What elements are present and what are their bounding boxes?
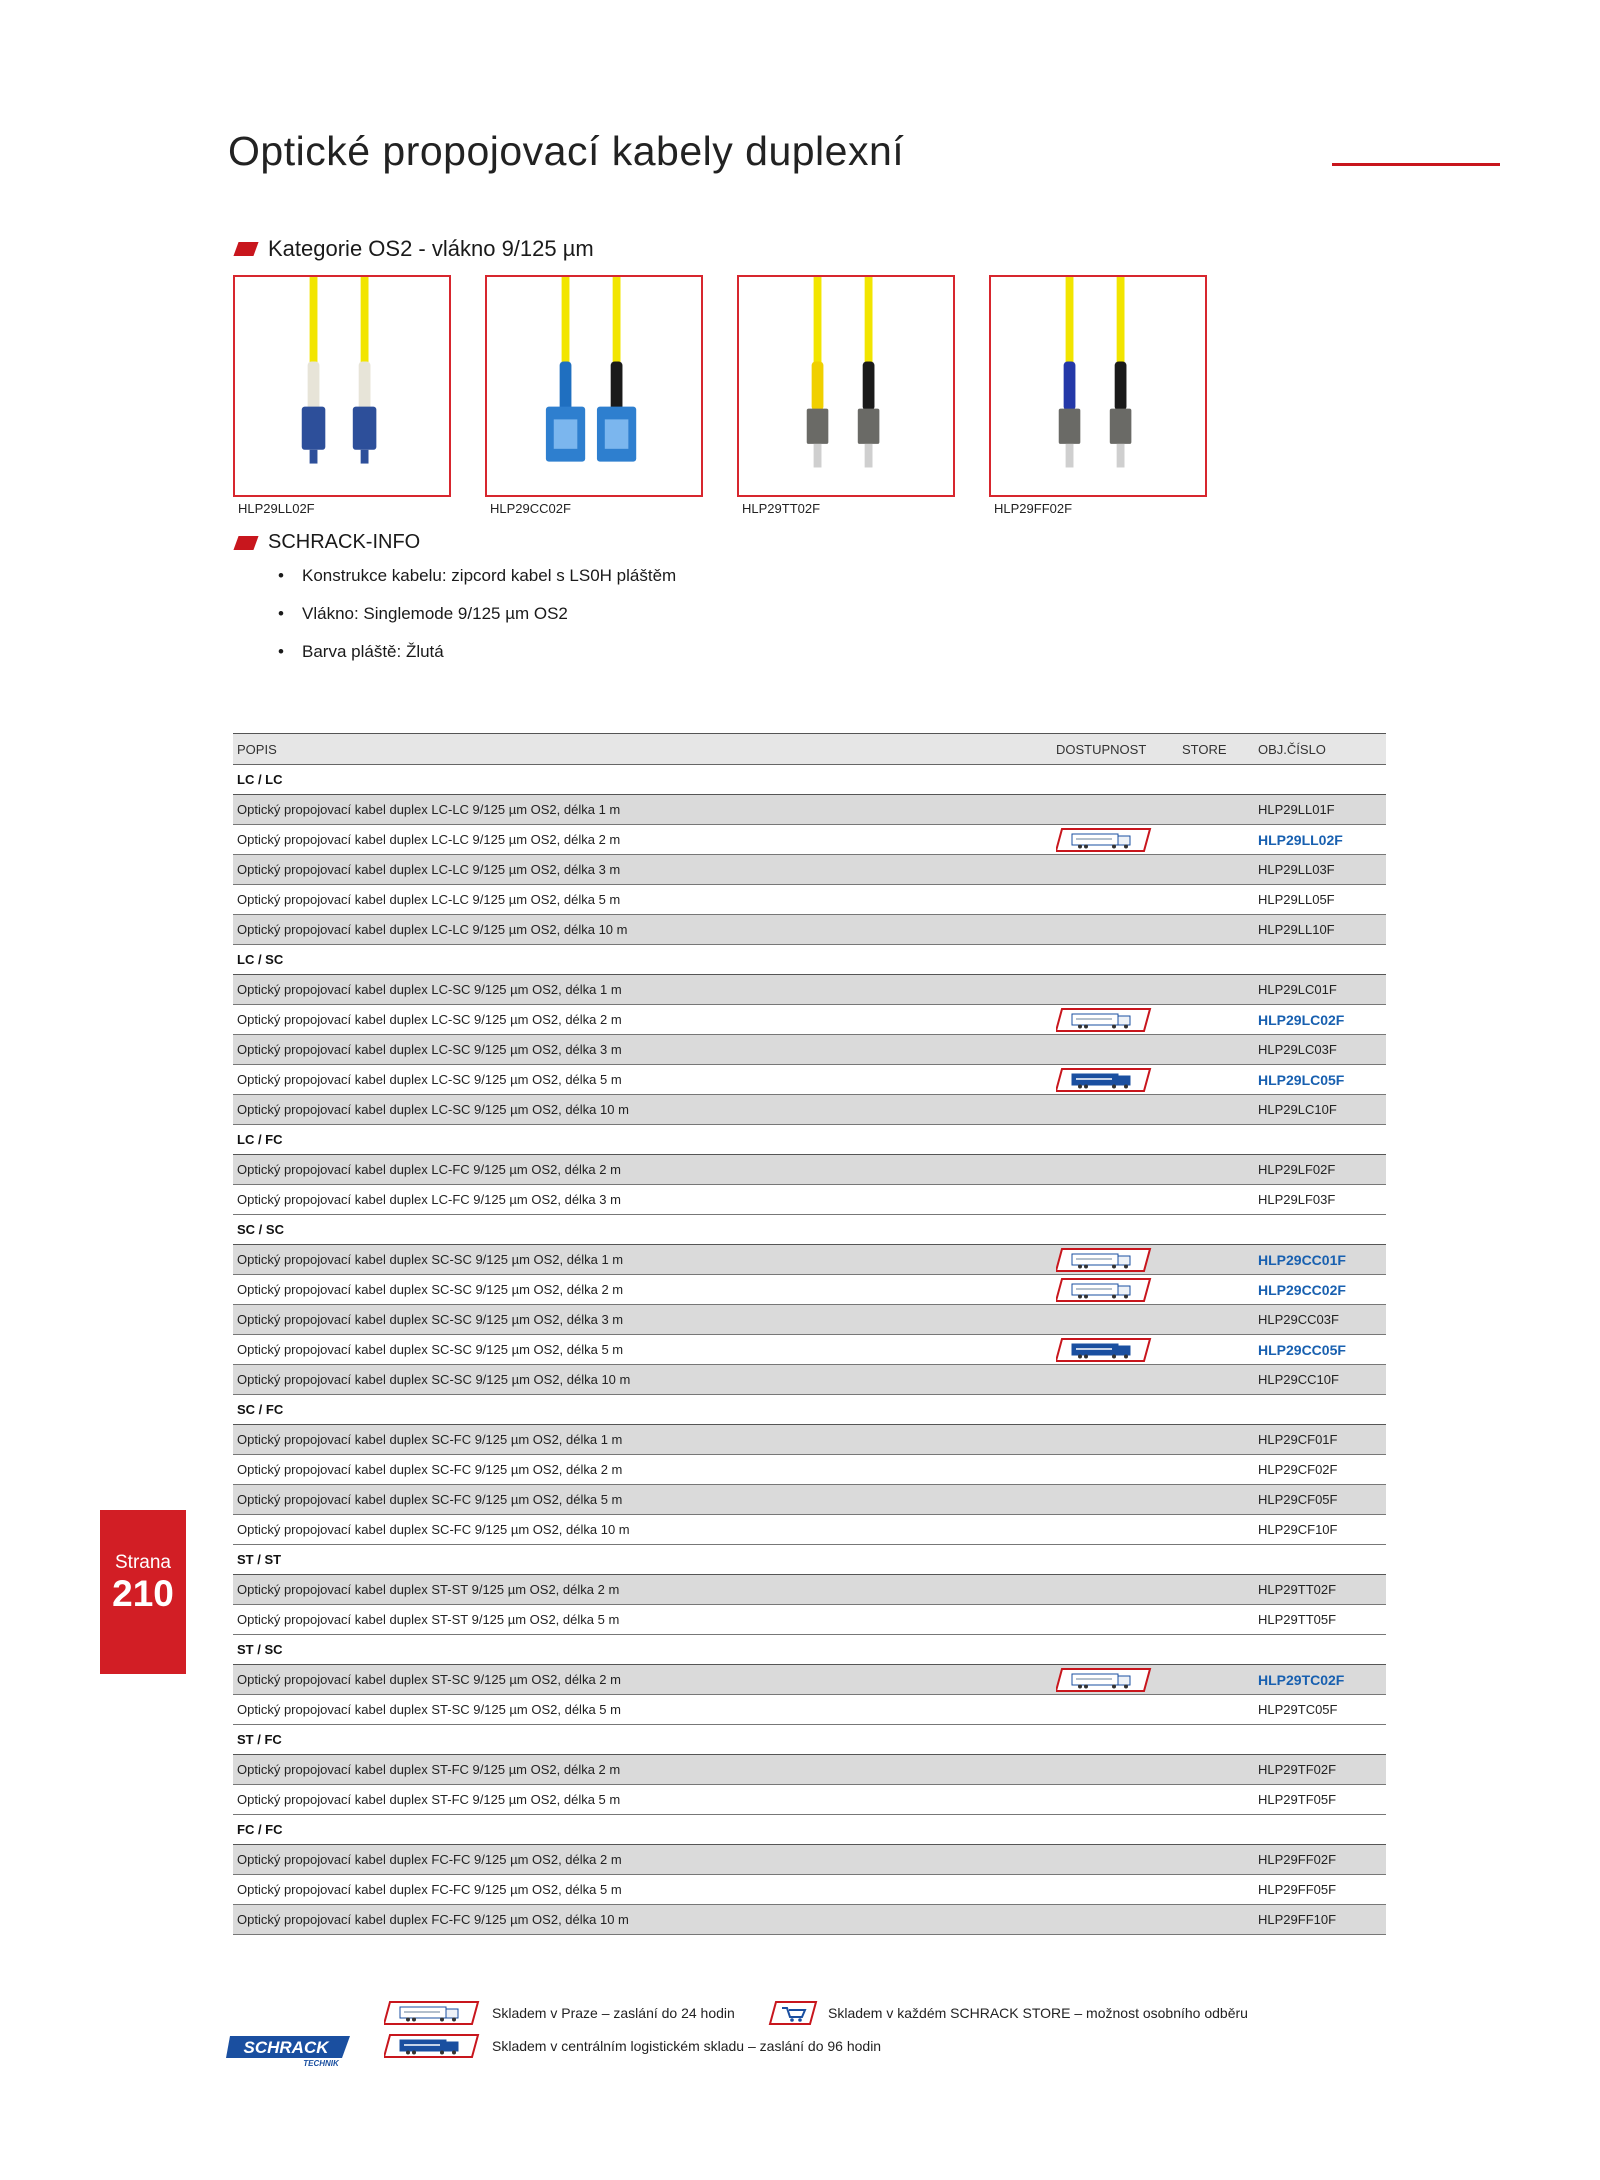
row-store <box>1178 1095 1254 1125</box>
row-description: Optický propojovací kabel duplex SC-FC 9/125 µm OS2, délka 1 m <box>233 1425 1052 1455</box>
row-order-number[interactable]: HLP29CC05F <box>1254 1335 1386 1365</box>
row-store <box>1178 915 1254 945</box>
row-availability <box>1052 1035 1178 1065</box>
row-description: Optický propojovací kabel duplex LC-SC 9/125 µm OS2, délka 3 m <box>233 1035 1052 1065</box>
row-availability <box>1052 1845 1178 1875</box>
row-description: Optický propojovací kabel duplex LC-SC 9/125 µm OS2, délka 1 m <box>233 975 1052 1005</box>
row-availability <box>1052 1455 1178 1485</box>
table-row <box>233 1305 1386 1335</box>
table-row <box>233 1365 1386 1395</box>
row-store <box>1178 1845 1254 1875</box>
row-availability <box>1052 1095 1178 1125</box>
product-image-label: HLP29TT02F <box>742 501 821 516</box>
cart-store-icon <box>768 2000 818 2026</box>
truck-prague-icon <box>1056 827 1152 853</box>
table-row <box>233 1575 1386 1605</box>
patch-cable-image <box>235 277 449 495</box>
row-store <box>1178 975 1254 1005</box>
row-description: Optický propojovací kabel duplex ST-ST 9/125 µm OS2, délka 2 m <box>233 1575 1052 1605</box>
row-order-number: HLP29TF05F <box>1254 1785 1386 1815</box>
table-row <box>233 1335 1386 1365</box>
row-order-number[interactable]: HLP29TC02F <box>1254 1665 1386 1695</box>
row-description: Optický propojovací kabel duplex SC-SC 9/125 µm OS2, délka 10 m <box>233 1365 1052 1395</box>
table-row <box>233 1845 1386 1875</box>
table-row <box>233 1755 1386 1785</box>
row-store <box>1178 1755 1254 1785</box>
group-label: FC / FC <box>233 1815 1386 1845</box>
row-description: Optický propojovací kabel duplex ST-SC 9/125 µm OS2, délka 2 m <box>233 1665 1052 1695</box>
row-availability <box>1052 1785 1178 1815</box>
table-row <box>233 975 1386 1005</box>
row-description: Optický propojovací kabel duplex LC-LC 9/125 µm OS2, délka 10 m <box>233 915 1052 945</box>
row-store <box>1178 1065 1254 1095</box>
row-availability <box>1052 1875 1178 1905</box>
row-store <box>1178 1875 1254 1905</box>
group-row <box>233 1215 1386 1245</box>
table-row <box>233 1245 1386 1275</box>
row-description: Optický propojovací kabel duplex LC-SC 9/125 µm OS2, délka 2 m <box>233 1005 1052 1035</box>
table-row <box>233 1875 1386 1905</box>
row-description: Optický propojovací kabel duplex FC-FC 9/125 µm OS2, délka 5 m <box>233 1875 1052 1905</box>
row-order-number: HLP29TC05F <box>1254 1695 1386 1725</box>
row-store <box>1178 1785 1254 1815</box>
info-heading-text: SCHRACK-INFO <box>268 531 421 553</box>
logo-subtext: TECHNIK <box>303 2059 339 2068</box>
product-image-hlp29cc02f <box>485 275 703 497</box>
info-item: • Vlákno: Singlemode 9/125 µm OS2 <box>278 604 676 642</box>
row-availability <box>1052 1065 1178 1095</box>
row-description: Optický propojovací kabel duplex SC-SC 9/125 µm OS2, délka 5 m <box>233 1335 1052 1365</box>
row-store <box>1178 1695 1254 1725</box>
truck-prague-icon <box>1056 1247 1152 1273</box>
legend-central-text: Skladem v centrálním logistickém skladu – zaslání do 96 hodin <box>492 2038 882 2054</box>
header-dostupnost: DOSTUPNOST <box>1052 734 1178 765</box>
header-popis: POPIS <box>233 734 1052 765</box>
table-row <box>233 1035 1386 1065</box>
row-order-number[interactable]: HLP29CC01F <box>1254 1245 1386 1275</box>
row-availability <box>1052 1305 1178 1335</box>
page-number: 210 <box>112 1573 174 1614</box>
row-availability <box>1052 1485 1178 1515</box>
table-row <box>233 1425 1386 1455</box>
header-store: STORE <box>1178 734 1254 765</box>
row-description: Optický propojovací kabel duplex ST-ST 9/125 µm OS2, délka 5 m <box>233 1605 1052 1635</box>
table-row <box>233 1155 1386 1185</box>
legend-central <box>384 2033 881 2059</box>
row-order-number: HLP29FF02F <box>1254 1845 1386 1875</box>
table-row <box>233 1005 1386 1035</box>
product-image-label: HLP29CC02F <box>490 501 571 516</box>
row-store <box>1178 1245 1254 1275</box>
table-row <box>233 1095 1386 1125</box>
row-description: Optický propojovací kabel duplex LC-SC 9/125 µm OS2, délka 5 m <box>233 1065 1052 1095</box>
row-store <box>1178 855 1254 885</box>
group-row <box>233 1395 1386 1425</box>
table-row <box>233 1485 1386 1515</box>
table-row <box>233 1605 1386 1635</box>
row-store <box>1178 1905 1254 1935</box>
table-row <box>233 855 1386 885</box>
truck-central-icon <box>1056 1067 1152 1093</box>
row-order-number: HLP29LL03F <box>1254 855 1386 885</box>
row-description: Optický propojovací kabel duplex LC-FC 9/125 µm OS2, délka 3 m <box>233 1185 1052 1215</box>
row-description: Optický propojovací kabel duplex SC-SC 9/125 µm OS2, délka 1 m <box>233 1245 1052 1275</box>
row-description: Optický propojovací kabel duplex LC-FC 9/125 µm OS2, délka 2 m <box>233 1155 1052 1185</box>
bullet-marker-icon <box>233 242 258 256</box>
truck-central-icon <box>1056 1337 1152 1363</box>
truck-prague-icon <box>1056 1007 1152 1033</box>
legend-store-text: Skladem v každém SCHRACK STORE – možnost osobního odběru <box>828 2005 1248 2021</box>
table-row <box>233 1785 1386 1815</box>
row-order-number: HLP29CC03F <box>1254 1305 1386 1335</box>
page-tab <box>100 1510 186 1674</box>
row-availability <box>1052 1185 1178 1215</box>
row-availability <box>1052 1515 1178 1545</box>
row-order-number: HLP29FF05F <box>1254 1875 1386 1905</box>
group-label: ST / SC <box>233 1635 1386 1665</box>
row-order-number[interactable]: HLP29LL02F <box>1254 825 1386 855</box>
row-store <box>1178 1275 1254 1305</box>
row-availability <box>1052 1605 1178 1635</box>
row-description: Optický propojovací kabel duplex LC-SC 9/125 µm OS2, délka 10 m <box>233 1095 1052 1125</box>
table-row <box>233 885 1386 915</box>
row-availability <box>1052 1365 1178 1395</box>
row-store <box>1178 1005 1254 1035</box>
category-heading-text: Kategorie OS2 - vlákno 9/125 µm <box>268 236 594 261</box>
product-image-label: HLP29LL02F <box>238 501 315 516</box>
row-availability <box>1052 1335 1178 1365</box>
product-table <box>233 733 1386 1935</box>
row-availability <box>1052 1275 1178 1305</box>
group-label: LC / SC <box>233 945 1386 975</box>
info-item: • Barva pláště: Žlutá <box>278 642 676 680</box>
group-row <box>233 1125 1386 1155</box>
row-store <box>1178 1485 1254 1515</box>
row-availability <box>1052 1425 1178 1455</box>
table-row <box>233 795 1386 825</box>
row-store <box>1178 825 1254 855</box>
row-order-number[interactable]: HLP29LC05F <box>1254 1065 1386 1095</box>
row-availability <box>1052 1905 1178 1935</box>
row-description: Optický propojovací kabel duplex FC-FC 9/125 µm OS2, délka 2 m <box>233 1845 1052 1875</box>
logo-text: SCHRACK <box>243 2038 329 2057</box>
table-header-row <box>233 734 1386 765</box>
schrack-logo <box>226 2034 356 2073</box>
row-order-number[interactable]: HLP29CC02F <box>1254 1275 1386 1305</box>
row-availability <box>1052 975 1178 1005</box>
info-heading <box>236 531 420 554</box>
row-order-number: HLP29LF03F <box>1254 1185 1386 1215</box>
group-label: SC / FC <box>233 1395 1386 1425</box>
row-store <box>1178 885 1254 915</box>
group-row <box>233 1725 1386 1755</box>
row-store <box>1178 1155 1254 1185</box>
legend-prague-text: Skladem v Praze – zaslání do 24 hodin <box>492 2005 735 2021</box>
product-image-label: HLP29FF02F <box>994 501 1073 516</box>
row-order-number: HLP29CC10F <box>1254 1365 1386 1395</box>
legend-store <box>768 2000 1248 2026</box>
row-description: Optický propojovací kabel duplex SC-SC 9/125 µm OS2, délka 2 m <box>233 1275 1052 1305</box>
row-order-number: HLP29TT05F <box>1254 1605 1386 1635</box>
row-description: Optický propojovací kabel duplex LC-LC 9/125 µm OS2, délka 1 m <box>233 795 1052 825</box>
row-description: Optický propojovací kabel duplex LC-LC 9/125 µm OS2, délka 5 m <box>233 885 1052 915</box>
row-order-number: HLP29CF05F <box>1254 1485 1386 1515</box>
category-heading <box>236 236 594 262</box>
row-order-number: HLP29CF10F <box>1254 1515 1386 1545</box>
row-availability <box>1052 1155 1178 1185</box>
row-store <box>1178 1305 1254 1335</box>
group-label: LC / FC <box>233 1125 1386 1155</box>
patch-cable-image <box>487 277 701 495</box>
row-description: Optický propojovací kabel duplex SC-SC 9/125 µm OS2, délka 3 m <box>233 1305 1052 1335</box>
table-row <box>233 1455 1386 1485</box>
group-row <box>233 1635 1386 1665</box>
row-order-number: HLP29LC10F <box>1254 1095 1386 1125</box>
row-description: Optický propojovací kabel duplex SC-FC 9/125 µm OS2, délka 10 m <box>233 1515 1052 1545</box>
table-row <box>233 1695 1386 1725</box>
group-label: SC / SC <box>233 1215 1386 1245</box>
row-order-number: HLP29LL10F <box>1254 915 1386 945</box>
table-row <box>233 825 1386 855</box>
page-title: Optické propojovací kabely duplexní <box>228 128 905 174</box>
row-availability <box>1052 855 1178 885</box>
truck-prague-icon <box>1056 1277 1152 1303</box>
table-row <box>233 1515 1386 1545</box>
row-availability <box>1052 885 1178 915</box>
row-availability <box>1052 1755 1178 1785</box>
truck-prague-icon <box>1056 1667 1152 1693</box>
row-store <box>1178 795 1254 825</box>
table-row <box>233 1665 1386 1695</box>
row-availability <box>1052 825 1178 855</box>
row-store <box>1178 1425 1254 1455</box>
row-description: Optický propojovací kabel duplex SC-FC 9/125 µm OS2, délka 2 m <box>233 1455 1052 1485</box>
row-order-number[interactable]: HLP29LC02F <box>1254 1005 1386 1035</box>
bullet-marker-icon <box>233 536 258 550</box>
row-description: Optický propojovací kabel duplex SC-FC 9/125 µm OS2, délka 5 m <box>233 1485 1052 1515</box>
patch-cable-image <box>991 277 1205 495</box>
group-label: LC / LC <box>233 765 1386 795</box>
row-store <box>1178 1335 1254 1365</box>
table-row <box>233 1905 1386 1935</box>
product-image-hlp29ff02f <box>989 275 1207 497</box>
group-row <box>233 945 1386 975</box>
row-store <box>1178 1605 1254 1635</box>
patch-cable-image <box>739 277 953 495</box>
row-availability <box>1052 1665 1178 1695</box>
row-order-number: HLP29CF02F <box>1254 1455 1386 1485</box>
product-image-hlp29ll02f <box>233 275 451 497</box>
row-store <box>1178 1365 1254 1395</box>
page-label: Strana <box>115 1552 171 1573</box>
row-description: Optický propojovací kabel duplex ST-SC 9/125 µm OS2, délka 5 m <box>233 1695 1052 1725</box>
row-availability <box>1052 1245 1178 1275</box>
truck-prague-icon <box>384 2000 480 2026</box>
header-obj-cislo: OBJ.ČÍSLO <box>1254 734 1386 765</box>
legend-prague <box>384 2000 735 2026</box>
row-order-number: HLP29LL01F <box>1254 795 1386 825</box>
row-order-number: HLP29LC03F <box>1254 1035 1386 1065</box>
group-row <box>233 1815 1386 1845</box>
row-description: Optický propojovací kabel duplex FC-FC 9/125 µm OS2, délka 10 m <box>233 1905 1052 1935</box>
row-store <box>1178 1515 1254 1545</box>
row-description: Optický propojovací kabel duplex ST-FC 9/125 µm OS2, délka 5 m <box>233 1785 1052 1815</box>
table-row <box>233 1065 1386 1095</box>
row-availability <box>1052 915 1178 945</box>
row-availability <box>1052 795 1178 825</box>
row-store <box>1178 1185 1254 1215</box>
row-order-number: HLP29LC01F <box>1254 975 1386 1005</box>
row-store <box>1178 1665 1254 1695</box>
row-store <box>1178 1455 1254 1485</box>
table-body <box>233 765 1386 1935</box>
table-row <box>233 1185 1386 1215</box>
group-label: ST / ST <box>233 1545 1386 1575</box>
row-availability <box>1052 1005 1178 1035</box>
row-availability <box>1052 1695 1178 1725</box>
row-order-number: HLP29FF10F <box>1254 1905 1386 1935</box>
row-order-number: HLP29CF01F <box>1254 1425 1386 1455</box>
row-store <box>1178 1575 1254 1605</box>
row-description: Optický propojovací kabel duplex LC-LC 9/125 µm OS2, délka 3 m <box>233 855 1052 885</box>
row-order-number: HLP29TF02F <box>1254 1755 1386 1785</box>
table-row <box>233 915 1386 945</box>
row-store <box>1178 1035 1254 1065</box>
row-order-number: HLP29TT02F <box>1254 1575 1386 1605</box>
info-item: • Konstrukce kabelu: zipcord kabel s LS0H pláštěm <box>278 566 676 604</box>
row-availability <box>1052 1575 1178 1605</box>
row-description: Optický propojovací kabel duplex ST-FC 9/125 µm OS2, délka 2 m <box>233 1755 1052 1785</box>
group-row <box>233 1545 1386 1575</box>
group-row <box>233 765 1386 795</box>
row-description: Optický propojovací kabel duplex LC-LC 9/125 µm OS2, délka 2 m <box>233 825 1052 855</box>
truck-central-icon <box>384 2033 480 2059</box>
product-image-hlp29tt02f <box>737 275 955 497</box>
row-order-number: HLP29LL05F <box>1254 885 1386 915</box>
table-row <box>233 1275 1386 1305</box>
title-rule <box>1332 163 1500 166</box>
info-list <box>278 566 676 680</box>
group-label: ST / FC <box>233 1725 1386 1755</box>
row-order-number: HLP29LF02F <box>1254 1155 1386 1185</box>
